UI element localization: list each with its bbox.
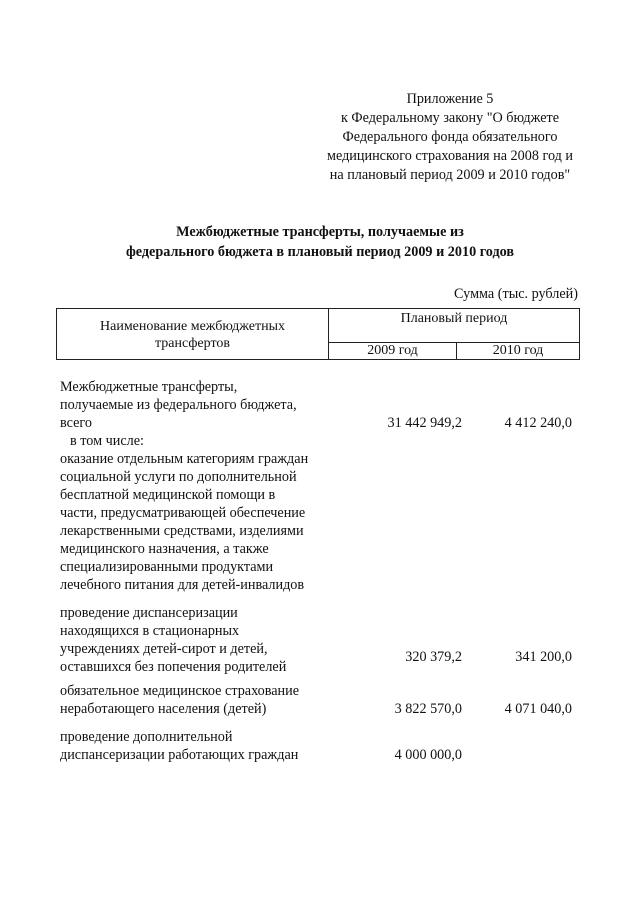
appendix-line: Федерального фонда обязательного	[342, 129, 558, 145]
table-row-social	[60, 450, 580, 594]
row-value-2010: 4 412 240,0	[504, 415, 572, 431]
row-name: проведение дополнительной диспансеризации работающих граждан	[60, 729, 299, 763]
year-2010-header: 2010 год	[492, 343, 544, 358]
row-name: Межбюджетные трансферты, получаемые из федерального бюджета, всего	[60, 379, 297, 431]
appendix-header	[300, 90, 600, 185]
units-label: Сумма (тыс. рублей)	[454, 286, 578, 302]
row-value-2009: 3 822 570,0	[394, 701, 462, 717]
table-row-workers	[60, 728, 580, 764]
row-value-2010: 4 071 040,0	[504, 701, 572, 717]
period-column-header: Плановый период	[329, 309, 579, 343]
year-2009-header: 2009 год	[329, 343, 457, 359]
table-header	[56, 308, 580, 360]
table-row-insurance	[60, 682, 580, 718]
row-value-2010: 341 200,0	[515, 649, 572, 665]
row-name: обязательное медицинское страхование неработающего населения (детей)	[60, 683, 300, 717]
row-name: оказание отдельным категориям граждан социальной услуги по дополнительной бесплатной медицинской помощи в части, предусматривающей обеспечение лекарственными средствами, изделиями медицинского назначения, а также специализированными продуктами лечебного питания для детей-инвалидов	[60, 451, 309, 593]
row-value-2009: 320 379,2	[405, 649, 462, 665]
appendix-line: Приложение 5	[406, 91, 494, 107]
including-label: в том числе:	[70, 433, 144, 449]
row-name: проведение диспансеризации находящихся в стационарных учреждениях детей-сирот и детей, оставшихся без попечения родителей	[60, 605, 287, 675]
title-line: Межбюджетные трансферты, получаемые из	[176, 224, 464, 240]
table-row-total	[60, 378, 580, 432]
appendix-line: на плановый период 2009 и 2010 годов"	[329, 167, 571, 183]
title-line: федерального бюджета в плановый период 2009 и 2010 годов	[125, 244, 515, 260]
appendix-line: медицинского страхования на 2008 год и	[327, 148, 573, 164]
row-value-2009: 4 000 000,0	[394, 747, 462, 763]
name-column-header: Наименование межбюджетных трансфертов	[57, 309, 329, 359]
appendix-line: к Федеральному закону "О бюджете	[340, 110, 560, 126]
row-value-2009: 31 442 949,2	[387, 415, 462, 431]
table-row-orphans	[60, 604, 580, 676]
document-title	[80, 222, 560, 262]
